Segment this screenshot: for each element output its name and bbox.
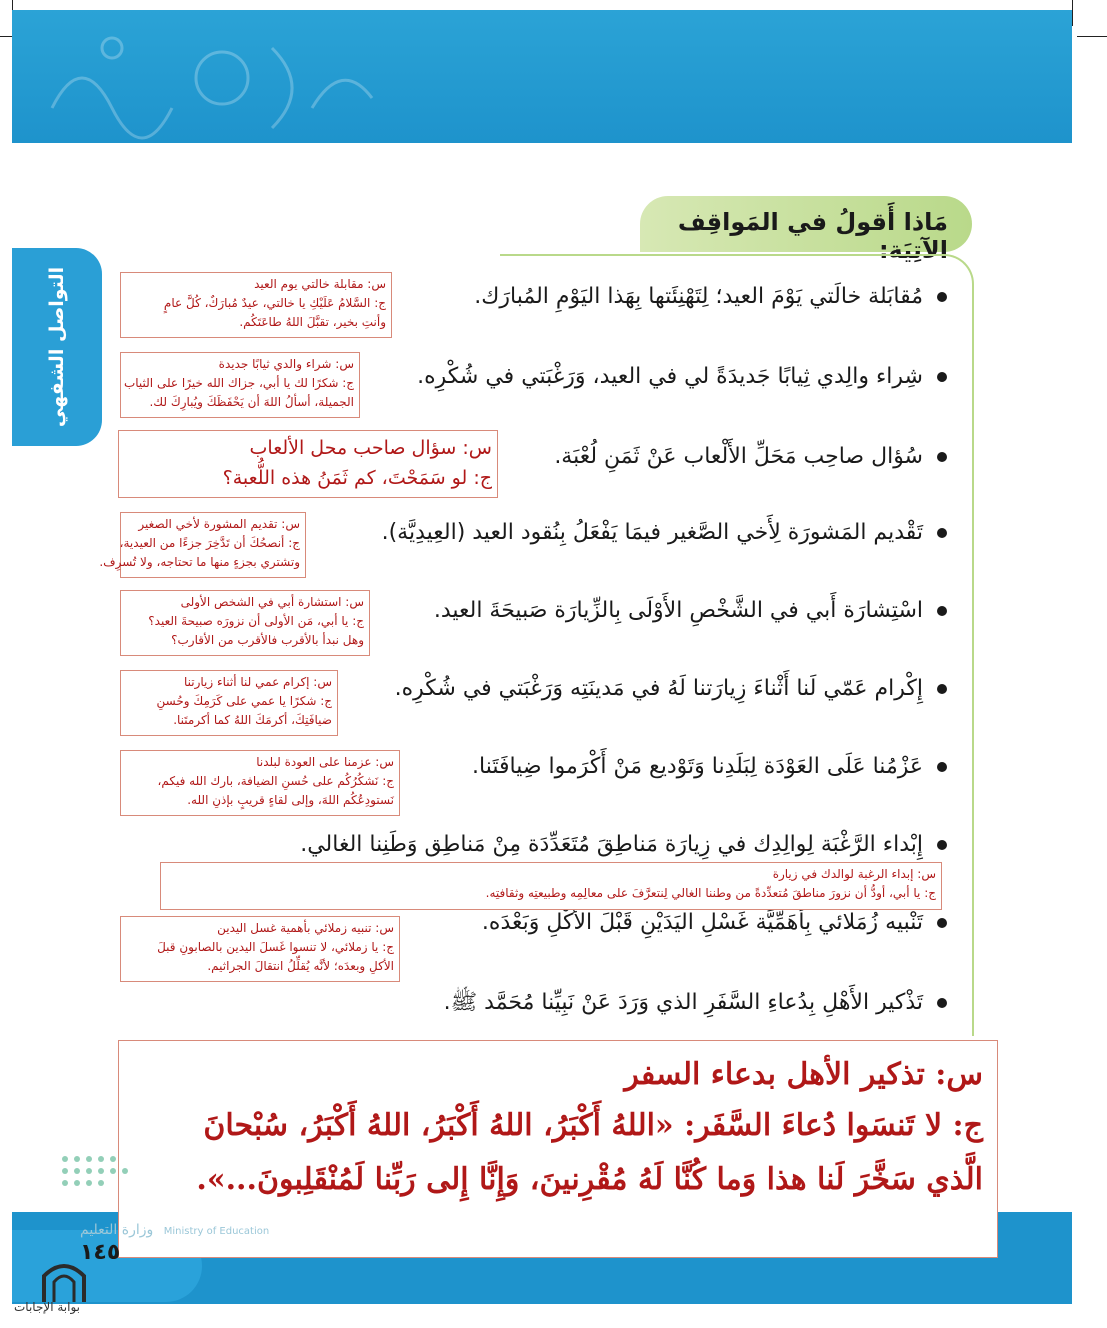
answer-box: س: استشارة أبي في الشخص الأولى ج: يا أبي، مَن الأولى أن نزورَه صبيحةَ العيد؟ وهل نبدأ بالأقرب فالأقرب من الأقارب؟ [120, 590, 370, 656]
bullet-icon [937, 918, 947, 928]
bullet-icon [937, 528, 947, 538]
list-item: تَذْكير الأَهْلِ بِدُعاءِ السَّفَرِ الذي وَرَدَ عَنْ نَبِيِّنا مُحَمَّد ﷺ. [444, 988, 947, 1020]
answers-portal-logo-icon [34, 1258, 94, 1302]
bullet-icon [937, 606, 947, 616]
list-item: تَقْديم المَشورَة لِأَخي الصَّغير فيمَا يَفْعَلُ بِنُقود العيد (العِيدِيَّة). [382, 520, 947, 545]
list-item: عَزْمُنا عَلَى العَوْدَة لِبَلَدِنا وَتَوْديع مَنْ أَكْرَموا ضِيافَتَنا. [472, 754, 947, 779]
bullet-icon [937, 840, 947, 850]
bullet-icon [937, 762, 947, 772]
section-title-bar [640, 196, 972, 264]
answer-box: س: تقديم المشورة لأخي الصغير ج: أنصحُكَ أن تَدَّخِرَ جزءًا من العيدية، وتشتري بجزءٍ منها ما تحتاجه، ولا تُسرِف. [120, 512, 306, 578]
list-item: تَنْبيه زُمَلائي بِأَهَمِّيَّة غَسْلِ اليَدَيْنِ قَبْلَ الأَكْلِ وَبَعْدَه. [482, 910, 947, 935]
list-item: سُؤال صاحِب مَحَلِّ الأَلْعاب عَنْ ثَمَنِ لُعْبَة. [554, 444, 947, 469]
list-item: مُقابَلة خالَتي يَوْمَ العيد؛ لِتَهْنِئَتها بِهَذا اليَوْمِ المُبارَك. [474, 284, 947, 309]
answer-box: س: عزمنا على العودة لبلدنا ج: نَشكُرُكُم على حُسنِ الضيافة، بارك الله فيكم، نَستودِعُكُم اللهَ، وإلى لقاءٍ قريبٍ بإذنِ الله. [120, 750, 400, 816]
bullet-icon [937, 998, 947, 1008]
list-item: إِبْداء الرَّغْبَة لِوالِدِك في زِيارَة مَناطِقَ مُتَعَدِّدَة مِنْ مَناطِق وَطَنِنا الغالي. [300, 832, 947, 857]
list-item: اسْتِشارَة أَبي في الشَّخْصِ الأَوْلَى بِالزِّيارَة صَبيحَةَ العيد. [434, 598, 947, 623]
answer-box: س: مقابلة خالتي يوم العيد ج: السَّلامُ عَلَيْكِ يا خالتي، عيدٌ مُبارَكٌ، كُلَّ عامٍ وأنتِ بخير، تقبَّلَ اللهُ طاعَتَكُم. [120, 272, 392, 338]
answer-box: س: إبداء الرغبة لوالدك في زيارة ج: يا أبي، أودُّ أن نزورَ مناطقَ مُتعدِّدةً من وطننا الغالي لِنتعرَّفَ على معالِمِه وطبيعتِه وثقافتِه. [160, 862, 942, 910]
final-answer-line: ج: لا تَنسَوا دُعاءَ السَّفَر: «اللهُ أَكْبَرُ، اللهُ أَكْبَرُ، اللهُ أَكْبَرُ، سُبْحانَ [203, 1108, 983, 1143]
section-side-tab [12, 248, 102, 446]
bullet-icon [937, 372, 947, 382]
section-title: مَاذا أَقولُ في المَواقِف الآتِيَة: [677, 208, 948, 264]
answer-box: س: إكرام عمي لنا أثناء زيارتنا ج: شكرًا يا عمي على كَرَمِكَ وحُسنِ ضيافَتِكَ، أكرمَكَ اللهُ كما أكرمتَنا. [120, 670, 338, 736]
answer-box: س: سؤال صاحب محل الألعاب ج: لو سَمَحْتَ، كم ثَمَنُ هذه اللُّعبة؟ [118, 430, 498, 498]
final-answer-line: الَّذي سَخَّرَ لَنا هذا وَما كُنَّا لَهُ مُقْرِنينَ، وَإِنَّا إِلى رَبِّنا لَمُنْقَلِبونَ...». [196, 1162, 983, 1197]
bullet-icon [937, 292, 947, 302]
side-tab-label: التواصل الشفهي [46, 266, 68, 428]
list-item: إِكْرام عَمّي لَنا أَثْناءَ زِيارَتنا لَهُ في مَدينَتِه وَرَغْبَتي في شُكْرِه. [395, 676, 947, 701]
page-number: ١٤٥ [80, 1240, 121, 1265]
ministry-watermark: وزارة التعليم Ministry of Education [80, 1222, 270, 1238]
answer-box: س: تنبيه زملائي بأهمية غسل اليدين ج: يا زملائي، لا تنسوا غَسلَ اليدين بالصابونِ قبلَ الأكلِ وبعدَه؛ لأنَّه يُقلِّلُ انتقالَ الجراثيم. [120, 916, 400, 982]
bullet-icon [937, 684, 947, 694]
logo-label: بوابة الإجابات [14, 1300, 81, 1314]
top-banner [12, 10, 1072, 143]
answer-box: س: شراء والدي ثيابًا جديدة ج: شكرًا لك يا أبي، جزاك الله خيرًا على الثياب الجميلة، أسألُ اللهَ أن يَحْفَظَكَ ويُبارِكَ لك. [120, 352, 360, 418]
final-question: س: تذكير الأهل بدعاء السفر [624, 1057, 983, 1092]
arabic-letters-pattern-icon [32, 18, 392, 138]
bullet-icon [937, 452, 947, 462]
list-item: شِراء والِدي ثِيابًا جَديدَةً لي في العيد، وَرَغْبَتي في شُكْرِه. [417, 364, 947, 389]
ministry-dots-icon [62, 1156, 172, 1196]
